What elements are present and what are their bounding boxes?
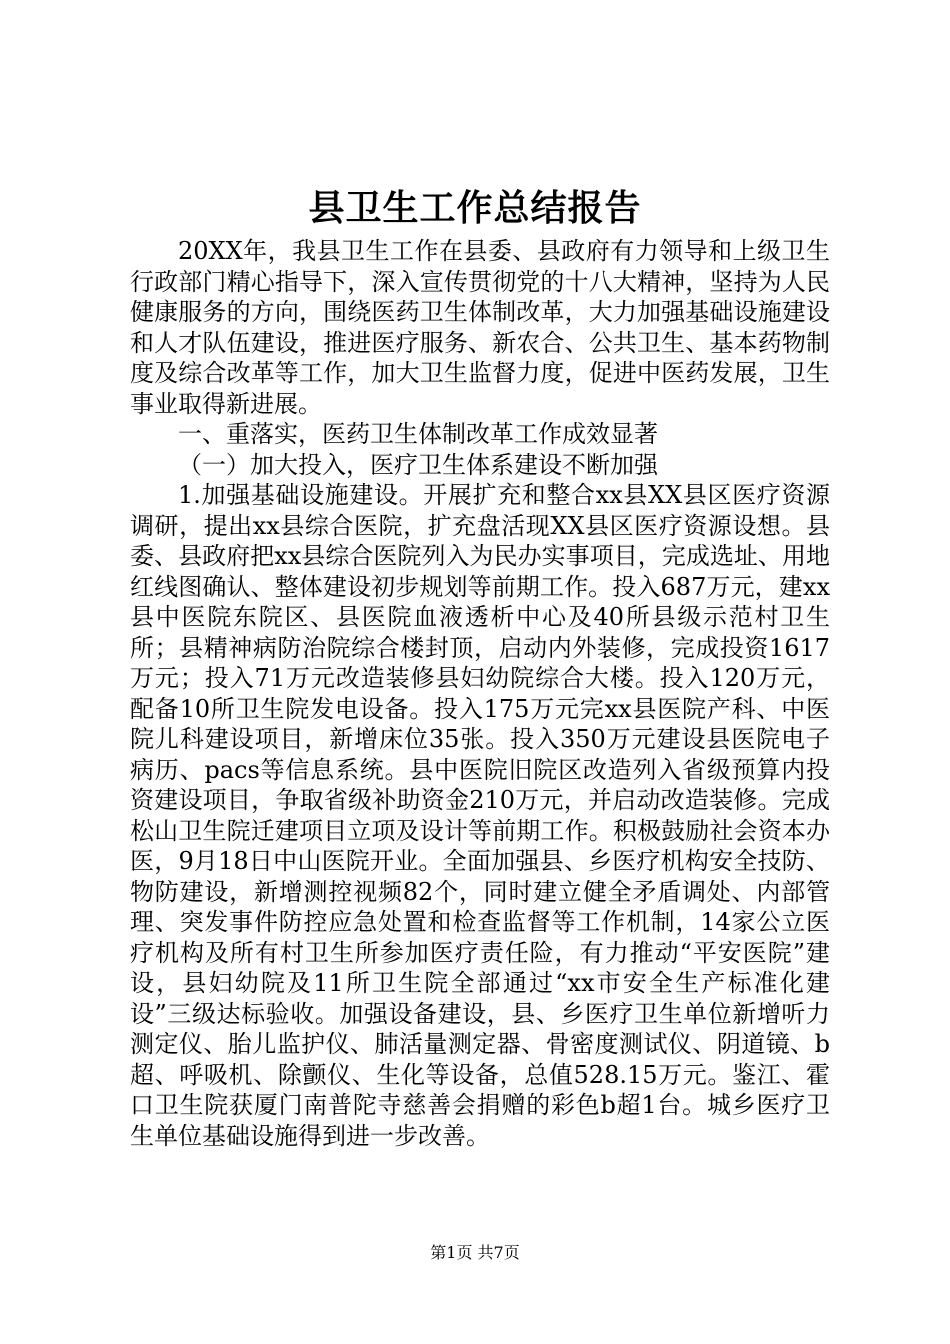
section-heading: 一、重落实，医药卫生体制改革工作成效显著 (178, 420, 658, 448)
body-paragraph: 1.加强基础设施建设。开展扩充和整合xx县XX县区医疗资源调研，提出xx县综合医院，扩充盘活现XX县区医疗资源设想。县委、县政府把xx县综合医院列入为民办实事项目，完成选址、用地红线图确认、整体建设初步规划等前期工作。投入687万元，建xx县中医院东院区、县医院血液透析中心及40所县级示范村卫生所；县精神病防治院综合楼封顶，启动内外装修，完成投资1617万元；投入71万元改造装修县妇幼院综合大楼。投入120万元，配备10所卫生院发电设备。投入175万元完xx县医院产科、中医院儿科建设项目，新增床位35张。投入350万元建设县医院电子病历、pacs等信息系统。县中医院旧院区改造列入省级预算内投资建设项目，争取省级补助资金210万元，并启动改造装修。完成松山卫生院迁建项目立项及设计等前期工作。积极鼓励社会资本办医，9月18日中山医院开业。全面加强县、乡医疗机构安全技防、物防建设，新增测控视频82个，同时建立健全矛盾调处、内部管理、突发事件防控应急处置和检查监督等工作机制，14家公立医疗机构及所有村卫生所参加医疗责任险，有力推动“平安医院”建设，县妇幼院及11所卫生院全部通过“xx市安全生产标准化建设”三级达标验收。加强设备建设，县、乡医疗卫生单位新增听力测定仪、胎儿监护仪、肺活量测定器、骨密度测试仪、阴道镜、b超、呼吸机、除颤仪、生化等设备，总值528.15万元。鉴江、霍口卫生院获厦门南普陀寺慈善会捐赠的彩色b超1台。城乡医疗卫生单位基础设施得到进一步改善。 (130, 481, 830, 1150)
document-title: 县卫生工作总结报告 (308, 187, 642, 229)
page-footer: 第1页 共7页 (430, 1243, 520, 1262)
document-body (130, 236, 830, 1151)
intro-paragraph: 20XX年，我县卫生工作在县委、县政府有力领导和上级卫生行政部门精心指导下，深入宣传贯彻党的十八大精神，坚持为人民健康服务的方向，围绕医药卫生体制改革，大力加强基础设施建设和人才队伍建设，推进医疗服务、新农合、公共卫生、基本药物制度及综合改革等工作，加大卫生监督力度，促进中医药发展，卫生事业取得新进展。 (130, 237, 830, 418)
subsection-heading: （一）加大投入，医疗卫生体系建设不断加强 (178, 450, 658, 479)
